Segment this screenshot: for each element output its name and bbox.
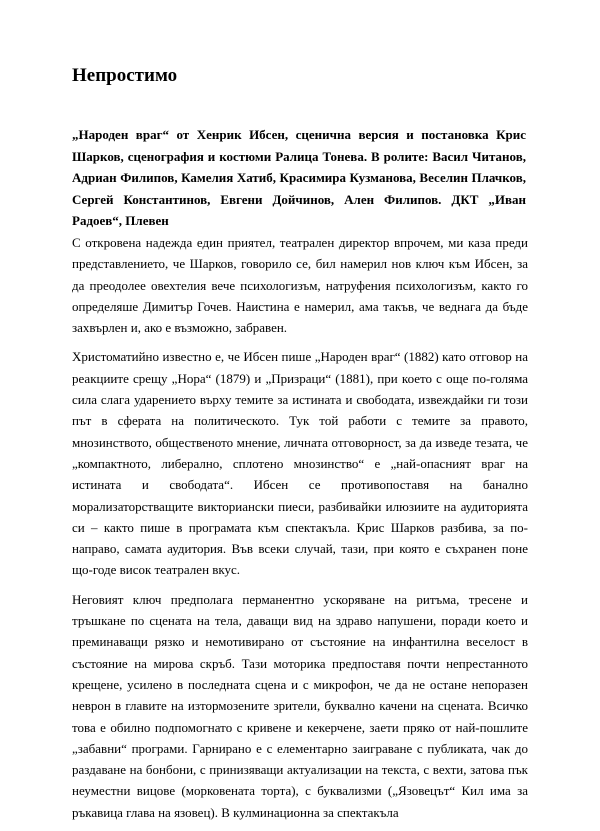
paragraph-1: С откровена надежда един приятел, театрален директор впрочем, ми каза преди представлението, че Шарков, говорило се, бил намерил нов ключ към Ибсен, за да преодолее овехтелия вече психологизъм, натруфения психологизъм, както го определяше Димитър Гочев. Наистина е намерил, ама такъв, че веднага да бъде захвърлен и, ако е възможно, забравен.	[72, 235, 528, 336]
article-title: Непростимо	[72, 65, 178, 86]
production-credits: „Народен враг“ от Хенрик Ибсен, сценична версия и постановка Крис Шарков, сценография и костюми Ралица Тонева. В ролите: Васил Читанов, Адриан Филипов, Камелия Хатиб, Красимира Кузманова, Веселин Плачков, Сергей Константинов, Евгени Дойчинов, Ален Филипов. ДКТ „Иван Радоев“, Плевен	[72, 127, 526, 228]
paragraph-3: Неговият ключ предполага перманентно ускоряване на ритъма, тресене и тръшкане по сцената на тела, даващи вид на здраво напушени, поради което и преминаващи рязко и немотивирано от състояние на инфантилна веселост в състояние на мирова скръб. Тази моторика предпоставя почти непрестанното крещене, усилено в последната сцена и с микрофон, че да не остане непоразен неврон в главите на изтормозените зрители, буквално качени на сцената. Всичко това е обилно подпомогнато с кривене и кекерчене, заети пряко от най-пошлите „забавни“ програми. Гарнирано е с елементарно заиграване с публиката, чак до раздаване на бонбони, с принизяващи актуализации на текста, с вехти, затова пък неуместни вицове (морковената торта), с буквализми („Язовецът“ Кил има за ръкавица глава на язовец). В кулминационна за спектакъла	[72, 591, 528, 820]
paragraph-2: Христоматийно известно е, че Ибсен пише „Народен враг“ (1882) като отговор на реакциите срещу „Нора“ (1879) и „Призраци“ (1881), при което с още по-голяма сила слага ударението върху темите за истината и свободата, извеждайки ги този път в сферата на политическото. Тук той работи с темите за правото, мнозинството, общественото мнение, личната отговорност, за да изведе тезата, че „компактното, либерално, сплотено мнозинство“ е „най-опасният враг на истината и свободата“. Ибсен се противопоставя на банално морализаторстващите викториански пиеси, разбивайки илюзиите на аудиторията си – както пише в програмата към спектакъла. Крис Шарков разбива, за по-направо, самата аудитория. Във всеки случай, тази, при която е съхранен поне що-годе висок театрален вкус.	[72, 349, 528, 578]
article-body	[72, 232, 528, 831]
